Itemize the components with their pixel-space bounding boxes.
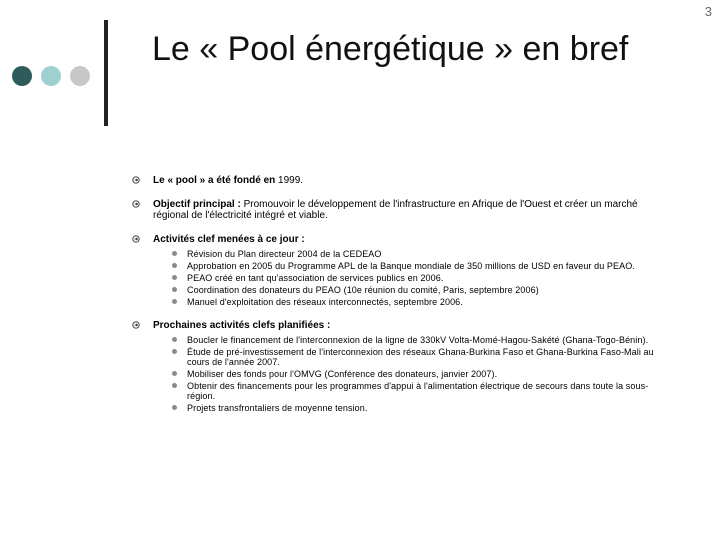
bullet-item (132, 199, 672, 221)
sub-list-item (153, 347, 672, 367)
sub-list-text: Manuel d'exploitation des réseaux interconnectés, septembre 2006. (187, 297, 463, 307)
page-title: Le « Pool énergétique » en bref (152, 30, 629, 68)
bullet-lead: Activités clef menées à ce jour : (153, 234, 305, 245)
arrow-bullet-icon (132, 176, 140, 184)
arrow-bullet-icon (132, 235, 140, 243)
bullet-item (132, 320, 672, 413)
sub-list (153, 335, 672, 413)
sub-list-item (153, 249, 672, 259)
dot-bullet-icon (172, 371, 177, 376)
bullet-lead: Le « pool » a été fondé en (153, 175, 276, 186)
sub-list-text: Coordination des donateurs du PEAO (10e réunion du comité, Paris, septembre 2006) (187, 285, 539, 295)
sub-list-text: Projets transfrontaliers de moyenne tension. (187, 403, 368, 413)
slide-number: 3 (704, 4, 712, 19)
sub-list-item (153, 369, 672, 379)
sub-list-item (153, 273, 672, 283)
slide-content (132, 175, 672, 426)
dot-bullet-icon (172, 349, 177, 354)
sub-list-text: Approbation en 2005 du Programme APL de la Banque mondiale de 350 millions de USD en faveur du PEAO. (187, 261, 635, 271)
light-dot-icon (41, 66, 61, 86)
sub-list-text: Boucler le financement de l'interconnexion de la ligne de 330kV Volta-Momé-Hagou-Sakété (Ghana-Togo-Bénin). (187, 335, 649, 345)
gray-dot-icon (70, 66, 90, 86)
bullet-text: 1999. (275, 175, 304, 186)
dot-bullet-icon (172, 383, 177, 388)
dot-bullet-icon (172, 263, 177, 268)
bullet-lead: Objectif principal : (153, 199, 241, 210)
dot-bullet-icon (172, 405, 177, 410)
bullet-item (132, 234, 672, 307)
dot-bullet-icon (172, 337, 177, 342)
title-divider (104, 20, 108, 126)
arrow-bullet-icon (132, 321, 140, 329)
sub-list-item (153, 335, 672, 345)
sub-list-item (153, 403, 672, 413)
sub-list-item (153, 261, 672, 271)
dot-bullet-icon (172, 299, 177, 304)
dot-bullet-icon (172, 251, 177, 256)
dark-dot-icon (12, 66, 32, 86)
sub-list (153, 249, 672, 307)
sub-list-item (153, 297, 672, 307)
bullet-item (132, 175, 672, 186)
sub-list-text: Mobiliser des fonds pour l'OMVG (Conférence des donateurs, janvier 2007). (187, 369, 498, 379)
sub-list-text: PEAO créé en tant qu'association de services publics en 2006. (187, 273, 444, 283)
sub-list-text: Révision du Plan directeur 2004 de la CEDEAO (187, 249, 382, 259)
bullet-lead: Prochaines activités clefs planifiées : (153, 320, 331, 331)
arrow-bullet-icon (132, 200, 140, 208)
dot-bullet-icon (172, 275, 177, 280)
dot-bullet-icon (172, 287, 177, 292)
sub-list-item (153, 381, 672, 401)
bullet-text: Promouvoir le développement de l'infrastructure en Afrique de l'Ouest et créer un marché régional de l'électricité intégré et viable. (153, 199, 638, 221)
sub-list-item (153, 285, 672, 295)
sub-list-text: Étude de pré-investissement de l'interconnexion des réseaux Ghana-Burkina Faso et Ghana-Burkina Faso-Mali au cours de l'année 2007. (187, 347, 654, 367)
sub-list-text: Obtenir des financements pour les programmes d'appui à l'alimentation électrique de secours dans toute la sous-région. (187, 381, 649, 401)
